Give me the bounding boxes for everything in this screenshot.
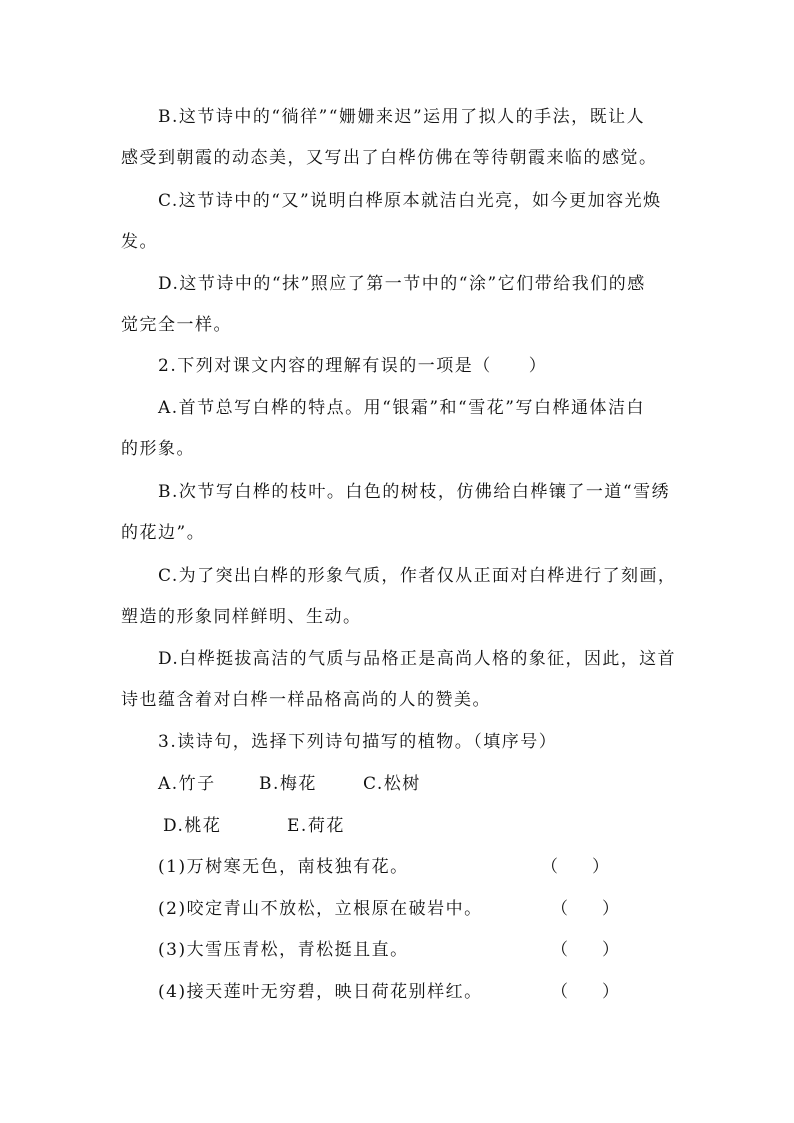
q2-option-c-line2: 塑造的形象同样鲜明、生动。 — [121, 607, 362, 627]
q1-option-d-line1: D.这节诗中的“抹”照应了第一节中的“涂”它们带给我们的感 — [158, 274, 646, 294]
q3-item-3: (3)大雪压青松，青松挺且直。 — [158, 940, 409, 960]
q2-stem: 2.下列对课文内容的理解有误的一项是（ ） — [158, 356, 548, 376]
q3-item-2-answer-blank[interactable]: （ ） — [551, 899, 619, 919]
q2-option-d-line1: D.白桦挺拔高洁的气质与品格正是高尚人格的象征，因此，这首 — [158, 649, 676, 669]
q3-item-3-answer-blank[interactable]: （ ） — [551, 940, 619, 960]
q1-option-b-line2: 感受到朝霞的动态美，又写出了白桦仿佛在等待朝霞来临的感觉。 — [121, 148, 658, 168]
q3-choice-b: B.梅花 — [259, 774, 317, 794]
q2-option-a-line1: A.首节总写白桦的特点。用“银霜”和“雪花”写白桦通体洁白 — [158, 398, 645, 418]
q2-option-a-line2: 的形象。 — [121, 439, 195, 459]
q3-item-4-answer-blank[interactable]: （ ） — [551, 982, 619, 1002]
q3-choice-d: D.桃花 — [163, 816, 222, 836]
q1-option-b-line1: B.这节诗中的“徜徉”“姗姗来迟”运用了拟人的手法，既让人 — [158, 107, 646, 127]
q1-option-d-line2: 觉完全一样。 — [121, 315, 232, 335]
q2-option-d-line2: 诗也蕴含着对白桦一样品格高尚的人的赞美。 — [121, 690, 491, 710]
q3-choice-a: A.竹子 — [158, 774, 216, 794]
q1-option-c-line1: C.这节诗中的“又”说明白桦原本就洁白光亮，如今更加容光焕 — [158, 191, 662, 211]
q3-stem: 3.读诗句，选择下列诗句描写的植物。（填序号） — [158, 732, 558, 752]
q2-option-c-line1: C.为了突出白桦的形象气质，作者仅从正面对白桦进行了刻画， — [158, 566, 677, 586]
q3-choice-c: C.松树 — [363, 774, 421, 794]
q1-option-c-line2: 发。 — [121, 232, 158, 252]
q2-option-b-line2: 的花边”。 — [121, 523, 206, 543]
q3-choice-e: E.荷花 — [287, 816, 345, 836]
q3-item-1-answer-blank[interactable]: （ ） — [541, 857, 609, 877]
q3-item-2: (2)咬定青山不放松，立根原在破岩中。 — [158, 899, 483, 919]
q2-option-b-line1: B.次节写白桦的枝叶。白色的树枝，仿佛给白桦镶了一道“雪绣 — [158, 482, 671, 502]
q3-item-1: (1)万树寒无色，南枝独有花。 — [158, 857, 409, 877]
q3-item-4: (4)接天莲叶无穷碧，映日荷花别样红。 — [158, 982, 483, 1002]
